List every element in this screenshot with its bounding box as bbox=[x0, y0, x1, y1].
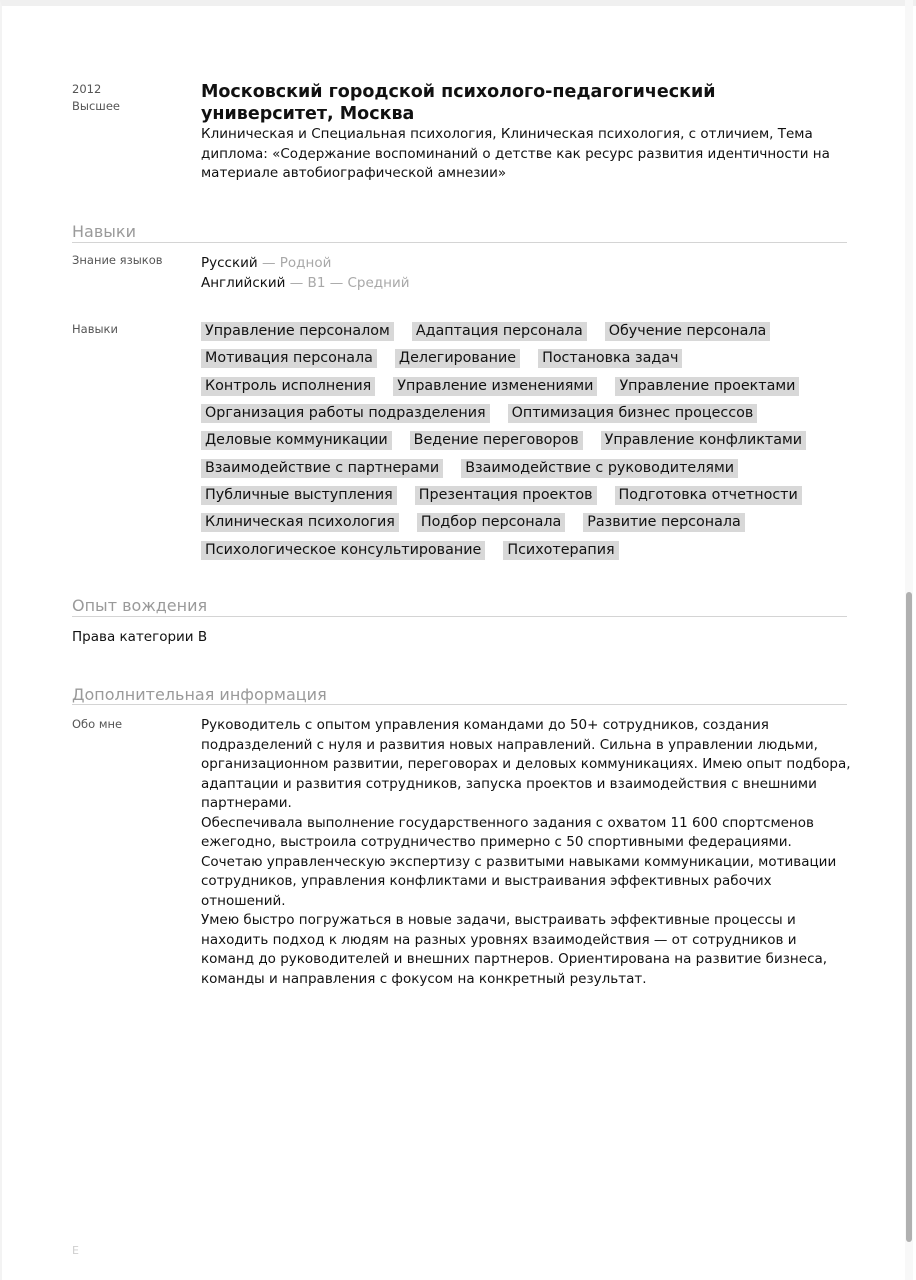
skill-tag: Взаимодействие с партнерами bbox=[201, 459, 443, 478]
skill-tag: Публичные выступления bbox=[201, 486, 397, 505]
skill-tag-row bbox=[201, 454, 851, 481]
skill-tag: Клиническая психология bbox=[201, 513, 399, 532]
language-name: Русский bbox=[201, 255, 258, 271]
skill-tag: Ведение переговоров bbox=[410, 431, 583, 450]
skill-tag: Презентация проектов bbox=[415, 486, 597, 505]
language-item bbox=[201, 253, 410, 273]
about-paragraph: Умею быстро погружаться в новые задачи, выстраивать эффективные процессы и находить подход к людям на разных уровнях взаимодействия — от сотрудников и команд до руководителей и внешних партнеров. Ориентирована на развитие бизнеса, команды и направления с фокусом на конкретный результат. bbox=[201, 912, 828, 987]
about-paragraph: Обеспечивала выполнение государственного задания с охватом 11 600 спортсменов ежегодно, выстроила сотрудничество примерно с 50 спортивными федерациями. Сочетаю управленческую экспертизу с развитыми навыками коммуникации, мотивации сотрудников, управления конфликтами и выстраивания эффективных рабочих отношений. bbox=[201, 814, 837, 909]
skill-tag-row bbox=[201, 427, 851, 454]
skill-tags bbox=[201, 318, 851, 564]
skill-tag: Постановка задач bbox=[538, 349, 682, 368]
skill-tag-row bbox=[201, 536, 851, 563]
skill-tag: Обучение персонала bbox=[605, 322, 771, 341]
skill-tag: Взаимодействие с руководителями bbox=[461, 459, 738, 478]
skill-tag-row bbox=[201, 400, 851, 427]
skill-tag: Управление проектами bbox=[615, 377, 799, 396]
language-level: — B1 — Средний bbox=[285, 275, 410, 291]
education-institution: Московский городской психолого-педагогический университет, Москва bbox=[201, 82, 716, 124]
skill-tag: Адаптация персонала bbox=[412, 322, 587, 341]
skill-tag: Делегирование bbox=[395, 349, 520, 368]
skills-section-title: Навыки bbox=[72, 222, 136, 241]
skill-tag: Контроль исполнения bbox=[201, 377, 375, 396]
skill-tag: Управление изменениями bbox=[393, 377, 597, 396]
section-divider bbox=[72, 704, 847, 705]
skill-tag: Психологическое консультирование bbox=[201, 541, 485, 560]
about-paragraph: Руководитель с опытом управления командами до 50+ сотрудников, создания подразделений с нуля и развития новых направлений. Сильна в управлении людьми, организационном развитии, переговорах и деловых коммуникациях. Имею опыт подбора, адаптации и развития сотрудников, запуска проектов и взаимодействия с внешними партнерами. bbox=[201, 717, 851, 811]
education-year: 2012 bbox=[72, 82, 102, 96]
education-level: Высшее bbox=[72, 99, 120, 113]
skill-tag: Психотерапия bbox=[503, 541, 618, 560]
section-divider bbox=[72, 242, 847, 243]
skill-tag: Управление конфликтами bbox=[601, 431, 806, 450]
section-divider bbox=[72, 616, 847, 617]
scrollbar-thumb[interactable] bbox=[906, 592, 912, 1242]
skill-tag: Подготовка отчетности bbox=[615, 486, 802, 505]
skill-tag-row bbox=[201, 482, 851, 509]
language-level: — Родной bbox=[257, 255, 332, 271]
about-label: Обо мне bbox=[72, 717, 123, 731]
language-name: Английский bbox=[201, 275, 286, 291]
skill-tag-row bbox=[201, 373, 851, 400]
language-item bbox=[201, 273, 410, 293]
skill-tag: Деловые коммуникации bbox=[201, 431, 392, 450]
skill-tag: Управление персоналом bbox=[201, 322, 394, 341]
driving-section-title: Опыт вождения bbox=[72, 596, 208, 615]
languages-label: Знание языков bbox=[72, 253, 163, 267]
skill-tag: Организация работы подразделения bbox=[201, 404, 490, 423]
skill-tag-row bbox=[201, 345, 851, 372]
footer-mark: Е bbox=[72, 1244, 79, 1257]
driving-license: Права категории B bbox=[72, 629, 208, 645]
skill-tag: Развитие персонала bbox=[583, 513, 745, 532]
skill-tag: Мотивация персонала bbox=[201, 349, 377, 368]
skill-tag-row bbox=[201, 509, 851, 536]
languages-list bbox=[201, 253, 410, 293]
additional-section-title: Дополнительная информация bbox=[72, 685, 327, 704]
skills-label: Навыки bbox=[72, 322, 118, 336]
education-details: Клиническая и Специальная психология, Клиническая психология, с отличием, Тема диплома: «Содержание воспоминаний о детстве как ресурс развития идентичности на материале автобиографической амнезии» bbox=[201, 126, 830, 181]
skill-tag: Подбор персонала bbox=[417, 513, 565, 532]
about-text bbox=[201, 716, 853, 989]
skill-tag: Оптимизация бизнес процессов bbox=[508, 404, 758, 423]
skill-tag-row bbox=[201, 318, 851, 345]
